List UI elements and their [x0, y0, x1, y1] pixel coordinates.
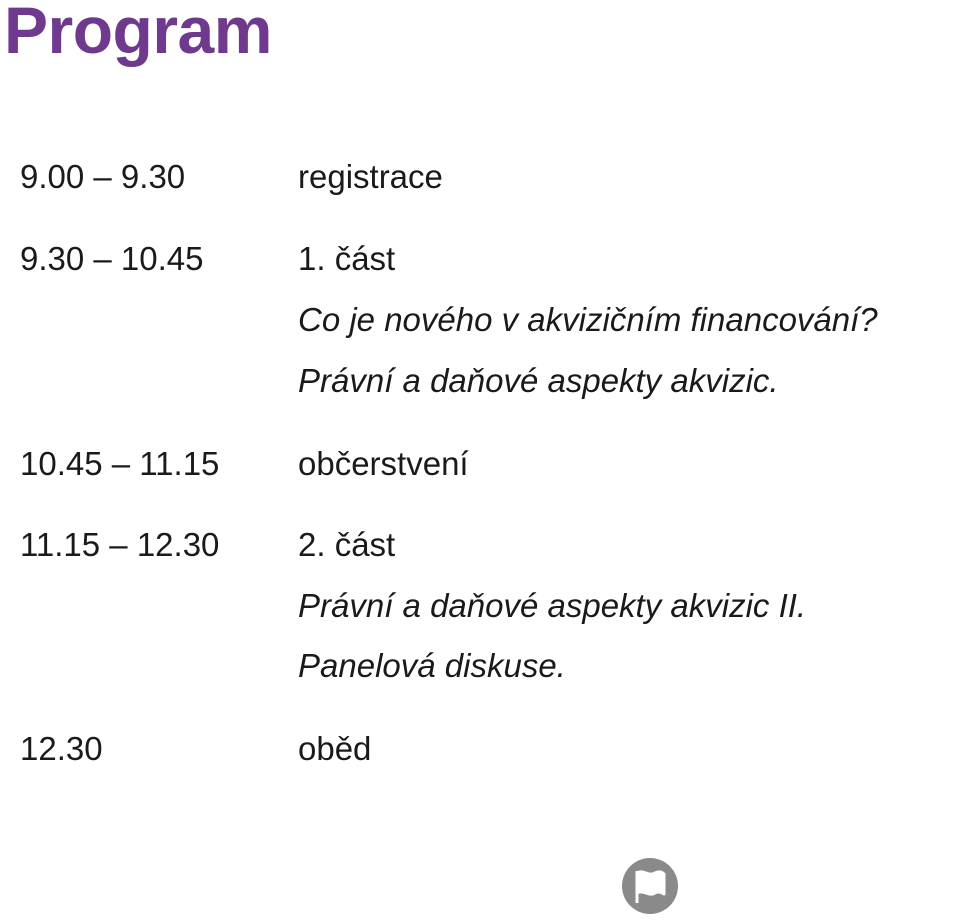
schedule-label: 2. část — [298, 526, 396, 563]
schedule-subitem: Panelová diskuse. — [298, 647, 566, 684]
schedule-label: 1. část — [298, 240, 396, 277]
schedule-time: 10.45 – 11.15 — [20, 445, 220, 482]
schedule-label: oběd — [298, 730, 372, 767]
schedule-subitem: Právní a daňové aspekty akvizic II. — [298, 587, 807, 624]
schedule-time: 9.00 – 9.30 — [20, 158, 186, 195]
page-title: Program — [4, 0, 272, 67]
schedule-subitem: Co je nového v akvizičním financování? — [298, 301, 878, 338]
schedule-time: 11.15 – 12.30 — [20, 526, 220, 563]
flag-logo-icon — [621, 857, 679, 915]
schedule-label: občerstvení — [298, 445, 469, 482]
schedule-subitem: Právní a daňové aspekty akvizic. — [298, 362, 779, 399]
schedule-label: registrace — [298, 158, 443, 195]
schedule-time: 9.30 – 10.45 — [20, 240, 204, 277]
schedule-time: 12.30 — [20, 730, 103, 767]
